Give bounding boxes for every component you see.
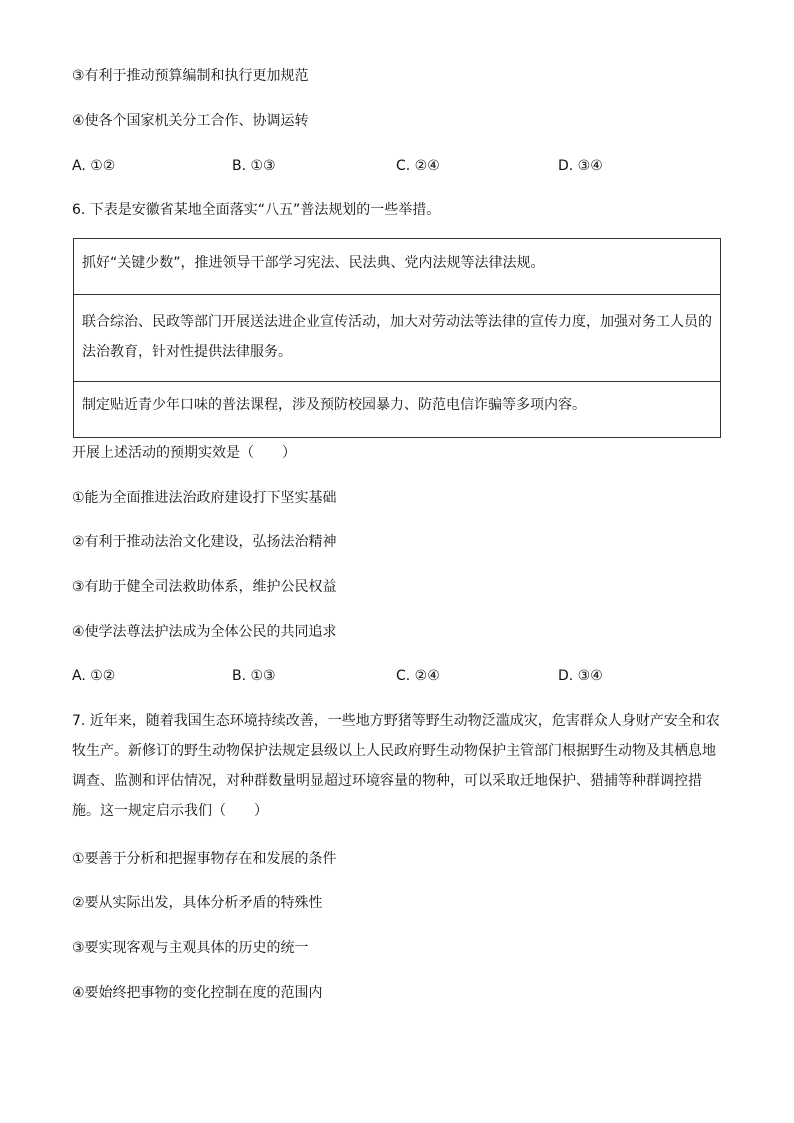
q6-choice-a[interactable]: A. ①②	[72, 668, 116, 684]
q7-stem-line: 调查、监测和评估情况，对种群数量明显超过环境容量的物种，可以采取迁地保护、猎捕等种群调控措	[72, 773, 702, 789]
q7-option-1: ①要善于分析和把握事物存在和发展的条件	[72, 851, 337, 867]
table-cell-line: 法治教育，针对性提供法律服务。	[82, 344, 292, 360]
table-cell-line: 制定贴近青少年口味的普法课程，涉及预防校园暴力、防范电信诈骗等多项内容。	[82, 397, 586, 413]
q6-measures-table	[73, 238, 721, 438]
q7-stem	[72, 706, 732, 826]
q7-option-2: ②要从实际出发，具体分析矛盾的特殊性	[72, 895, 323, 911]
table-row	[74, 295, 720, 382]
q6-option-3: ③有助于健全司法救助体系，维护公民权益	[72, 579, 337, 595]
table-cell-line: 抓好“关键少数”，推进领导干部学习宪法、民法典、党内法规等法律法规。	[82, 255, 545, 271]
q6-choice-b[interactable]: B. ①③	[232, 668, 276, 684]
q6-option-2: ②有利于推动法治文化建设，弘扬法治精神	[72, 534, 337, 550]
q5-option-4: ④使各个国家机关分工合作、协调运转	[72, 113, 309, 129]
q7-stem-line: 7. 近年来，随着我国生态环境持续改善，一些地方野猪等野生动物泛滥成灾，危害群众人身财产安全和农	[72, 713, 720, 729]
q7-stem-line: 施。这一规定启示我们（ ）	[72, 803, 268, 819]
table-cell-line: 联合综治、民政等部门开展送法进企业宣传活动，加大对劳动法等法律的宣传力度，加强对务工人员的	[82, 314, 712, 330]
table-row	[74, 382, 720, 437]
q6-option-1: ①能为全面推进法治政府建设打下坚实基础	[72, 490, 337, 506]
q7-stem-line: 牧生产。新修订的野生动物保护法规定县级以上人民政府野生动物保护主管部门根据野生动物及其栖息地	[72, 743, 716, 759]
q5-answer-choices	[72, 156, 732, 176]
q6-question: 开展上述活动的预期实效是（ ）	[72, 445, 296, 461]
q5-choice-a[interactable]: A. ①②	[72, 158, 116, 174]
q5-choice-d[interactable]: D. ③④	[558, 158, 603, 174]
q7-option-4: ④要始终把事物的变化控制在度的范围内	[72, 985, 323, 1001]
table-row	[74, 239, 720, 295]
q7-option-3: ③要实现客观与主观具体的历史的统一	[72, 940, 309, 956]
q6-choice-c[interactable]: C. ②④	[396, 668, 440, 684]
q6-answer-choices	[72, 666, 732, 686]
q5-choice-b[interactable]: B. ①③	[232, 158, 276, 174]
q6-option-4: ④使学法尊法护法成为全体公民的共同追求	[72, 624, 337, 640]
q5-choice-c[interactable]: C. ②④	[396, 158, 440, 174]
q5-option-3: ③有利于推动预算编制和执行更加规范	[72, 68, 309, 84]
q6-stem: 6. 下表是安徽省某地全面落实“八五”普法规划的一些举措。	[72, 202, 441, 218]
q6-choice-d[interactable]: D. ③④	[558, 668, 603, 684]
